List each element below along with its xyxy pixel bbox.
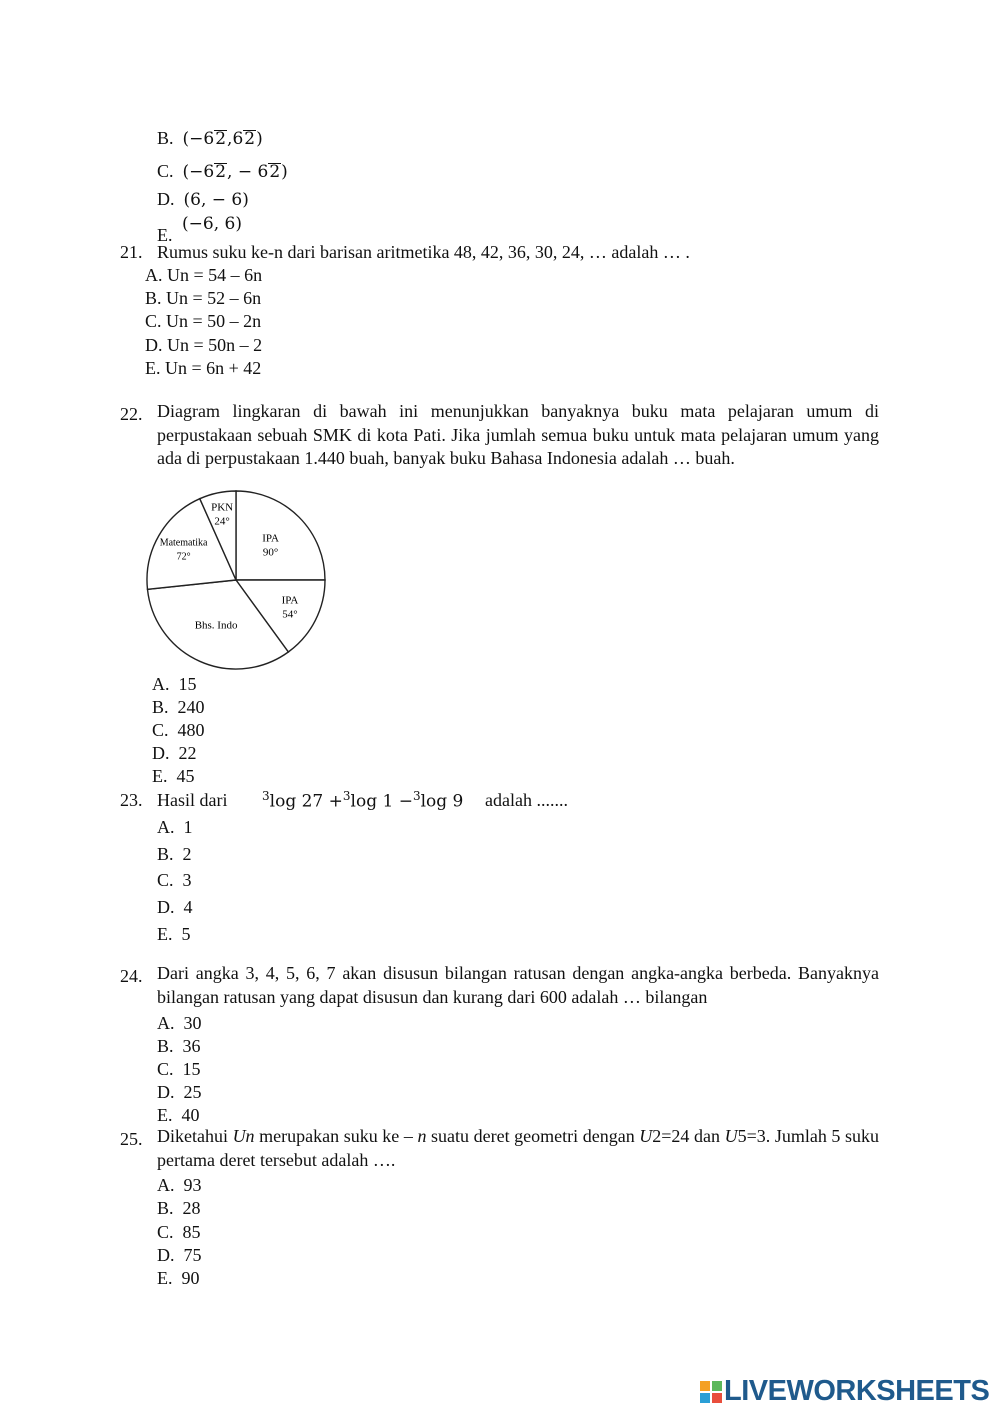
q20-option-b: B. (−62,62) (157, 128, 263, 149)
q23-option-c[interactable]: C. 3 (157, 870, 192, 890)
q23-option-a[interactable]: A. 1 (157, 817, 193, 837)
q24-option-a[interactable]: A. 30 (157, 1013, 202, 1033)
q22-option-e[interactable]: E. 45 (152, 766, 195, 786)
q23-option-e[interactable]: E. 5 (157, 924, 191, 944)
q25-option-d[interactable]: D. 75 (157, 1245, 202, 1265)
q21-option-e[interactable]: E. Un = 6n + 42 (145, 358, 262, 378)
q23-option-d[interactable]: D. 4 (157, 897, 193, 917)
q21-option-b[interactable]: B. Un = 52 – 6n (145, 288, 262, 308)
liveworksheets-logo[interactable] (700, 1377, 989, 1406)
q25-option-c[interactable]: C. 85 (157, 1222, 201, 1242)
q25-option-a[interactable]: A. 93 (157, 1175, 202, 1195)
liveworksheets-logo-icon (700, 1381, 722, 1403)
q24-option-c[interactable]: C. 15 (157, 1059, 201, 1079)
pie-value-3: 72° (176, 551, 191, 563)
pie-value-0: 90° (262, 546, 279, 559)
q21-option-d[interactable]: D. Un = 50n – 2 (145, 335, 263, 355)
q22-number: 22. (120, 404, 143, 424)
q23-number: 23. (120, 790, 143, 810)
pie-label-4: PKN (211, 501, 234, 514)
q25-number: 25. (120, 1129, 143, 1149)
q20-option-e-value: (−6, 6) (182, 214, 242, 234)
q20-option-e-letter: E. (157, 225, 173, 245)
q22-option-a[interactable]: A. 15 (152, 674, 197, 694)
pie-label-0: IPA (262, 532, 279, 545)
q21-option-c[interactable]: C. Un = 50 – 2n (145, 311, 262, 331)
pie-slice-ipa-0 (236, 491, 325, 580)
q22-option-d[interactable]: D. 22 (152, 743, 197, 763)
q25-text: Diketahui Un merupakan suku ke – n suatu deret geometri dengan U2=24 dan U5=3. Jumlah 5 suku pertama deret tersebut adalah …. (157, 1126, 879, 1170)
q25-option-b[interactable]: B. 28 (157, 1198, 201, 1218)
pie-value-4: 24° (214, 515, 230, 528)
q24-option-d[interactable]: D. 25 (157, 1082, 202, 1102)
q22-text: Diagram lingkaran di bawah ini menunjukkan banyaknya buku mata pelajaran umum di perpustakaan sebuah SMK di kota Pati. Jika jumlah semua buku untuk mata pelajaran umum yang ada di perpustakaan 1.440 buah, banyak buku Bahasa Indonesia adalah … buah. (157, 401, 879, 468)
q20-option-d: D. (6, − 6) (157, 189, 249, 210)
q21-text: Rumus suku ke-n dari barisan aritmetika 48, 42, 36, 30, 24, … adalah … . (157, 242, 690, 262)
q25-option-e[interactable]: E. 90 (157, 1268, 200, 1288)
pie-value-1: 54° (282, 608, 298, 621)
q24-option-b[interactable]: B. 36 (157, 1036, 201, 1056)
q23-prefix: Hasil dari (157, 790, 228, 810)
pie-label-2: Bhs. Indo (194, 619, 238, 632)
q24-option-e[interactable]: E. 40 (157, 1105, 200, 1125)
q21-number: 21. (120, 242, 143, 262)
q22-option-b[interactable]: B. 240 (152, 697, 205, 717)
q23-suffix: adalah ....... (485, 790, 568, 810)
pie-label-1: IPA (281, 594, 299, 607)
pie-chart (140, 490, 340, 675)
liveworksheets-logo-text: LIVEWORKSHEETS (724, 1375, 990, 1407)
q20-option-c: C. (−62, − 62) (157, 161, 288, 182)
pie-label-3: Matematika (159, 537, 208, 549)
q23-option-b[interactable]: B. 2 (157, 844, 192, 864)
q21-option-a[interactable]: A. Un = 54 – 6n (145, 265, 263, 285)
q23-expression: $^3$log 27 +$^3$log 1 −$^3$log 9 (262, 789, 464, 812)
q24-text: Dari angka 3, 4, 5, 6, 7 akan disusun bilangan ratusan dengan angka-angka berbeda. Banyaknya bilangan ratusan yang dapat disusun dan kurang dari 600 adalah … bilangan (157, 963, 879, 1007)
q24-number: 24. (120, 966, 143, 986)
q22-option-c[interactable]: C. 480 (152, 720, 205, 740)
